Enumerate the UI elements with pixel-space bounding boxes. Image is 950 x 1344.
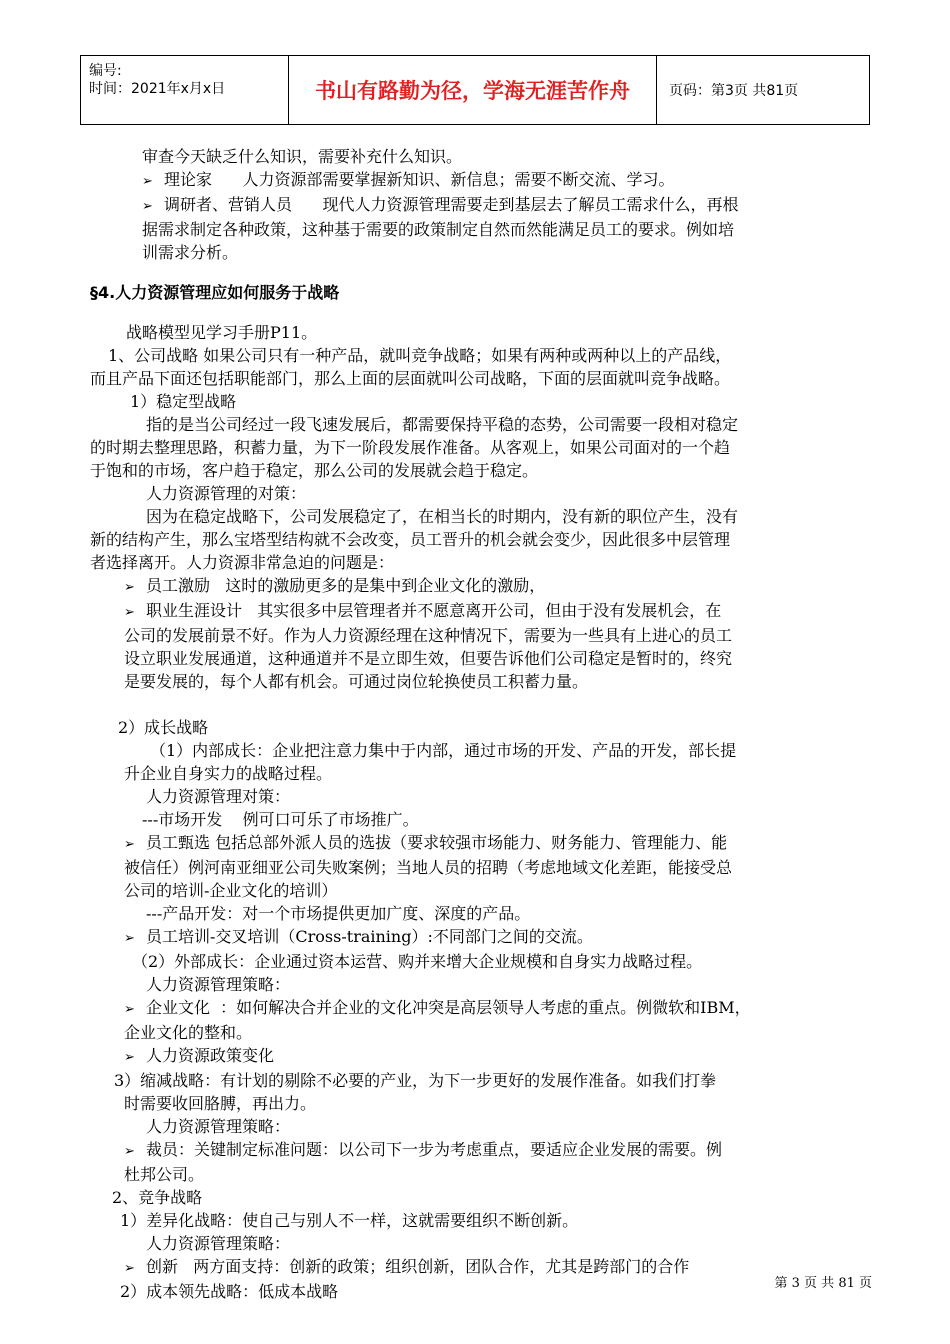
- text-line: ---市场开发 例可口可乐了市场推广。: [142, 810, 419, 829]
- bullet-item: ➢ 职业生涯设计 其实很多中层管理者并不愿意离开公司，但由于没有发展机会，在: [90, 599, 860, 624]
- text-line: 人力资源管理策略：: [146, 1234, 291, 1253]
- text-line: 1、公司战略 如果公司只有一种产品，就叫竞争战略；如果有两种或两种以上的产品线，: [108, 346, 732, 365]
- bullet-item: ➢ 理论家 人力资源部需要掌握新知识、新信息；需要不断交流、学习。: [90, 168, 860, 193]
- text-line: 审查今天缺乏什么知识，需要补充什么知识。: [142, 147, 463, 166]
- bullet-item: ➢ 员工激励 这时的激励更多的是集中到企业文化的激励，: [90, 574, 860, 599]
- arrow-bullet-icon: ➢: [142, 199, 153, 214]
- text-line: 1）差异化战略：使自己与别人不一样，这就需要组织不断创新。: [120, 1211, 579, 1230]
- header-motto: 书山有路勤为径，学海无涯苦作舟: [289, 56, 657, 124]
- document-body: [90, 145, 860, 1303]
- text-line: 人力资源管理对策：: [146, 787, 291, 806]
- bullet-item: ➢ 员工培训-交叉培训（Cross-training）:不同部门之间的交流。: [90, 925, 860, 950]
- section-heading: §4.人力资源管理应如何服务于战略: [90, 283, 340, 302]
- text-line: 设立职业发展通道，这种通道并不是立即生效，但要告诉他们公司稳定是暂时的，终究: [124, 649, 733, 668]
- text-line: （2）外部成长：企业通过资本运营、购并来增大企业规模和自身实力战略过程。: [132, 952, 703, 971]
- arrow-bullet-icon: ➢: [124, 837, 135, 852]
- bullet-item: ➢ 调研者、营销人员 现代人力资源管理需要走到基层去了解员工需求什么，再根: [90, 193, 860, 218]
- text-line: 时需要收回胳膊，再出力。: [124, 1094, 317, 1113]
- text-line: （1）内部成长：企业把注意力集中于内部，通过市场的开发、产品的开发，部长提: [150, 741, 737, 760]
- text-line: 战略模型见学习手册P11。: [126, 323, 318, 342]
- bullet-item: ➢ 员工甄选 包括总部外派人员的选拔（要求较强市场能力、财务能力、管理能力、能: [90, 831, 860, 856]
- page-header: [80, 55, 870, 125]
- text-line: 训需求分析。: [142, 243, 239, 262]
- text-line: 者选择离开。人力资源非常急迫的问题是：: [90, 553, 395, 572]
- arrow-bullet-icon: ➢: [124, 605, 135, 620]
- arrow-bullet-icon: ➢: [124, 1261, 135, 1276]
- arrow-bullet-icon: ➢: [124, 1050, 135, 1065]
- code-label: 编号:: [89, 63, 122, 79]
- bullet-item: ➢ 裁员：关键制定标准问题：以公司下一步为考虑重点，要适应企业发展的需要。例: [90, 1138, 860, 1163]
- text-line: 杜邦公司。: [124, 1165, 205, 1184]
- text-line: 指的是当公司经过一段飞速发展后，都需要保持平稳的态势，公司需要一段相对稳定: [146, 415, 739, 434]
- text-line: 人力资源管理的对策：: [146, 484, 307, 503]
- bullet-item: ➢ 创新 两方面支持：创新的政策；组织创新，团队合作，尤其是跨部门的合作: [90, 1255, 860, 1280]
- header-page-number: 页码：第3页 共81页: [669, 83, 799, 99]
- bullet-item: ➢ 人力资源政策变化: [90, 1044, 860, 1069]
- arrow-bullet-icon: ➢: [142, 174, 153, 189]
- text-line: 企业文化的整和。: [124, 1023, 253, 1042]
- text-line: 被信任）例河南亚细亚公司失败案例；当地人员的招聘（考虑地域文化差距，能接受总: [124, 858, 733, 877]
- text-line: 新的结构产生，那么宝塔型结构就不会改变，员工晋升的机会就会变少，因此很多中层管理: [90, 530, 731, 549]
- text-line: 2）成长战略: [118, 718, 209, 737]
- text-line: 2、竞争战略: [112, 1188, 203, 1207]
- arrow-bullet-icon: ➢: [124, 580, 135, 595]
- text-line: 公司的发展前景不好。作为人力资源经理在这种情况下，需要为一些具有上进心的员工: [124, 626, 733, 645]
- text-line: 人力资源管理策略：: [146, 975, 291, 994]
- page-footer: 第 3 页 共 81 页: [774, 1276, 872, 1291]
- text-line: 升企业自身实力的战略过程。: [124, 764, 333, 783]
- text-line: 2）成本领先战略：低成本战略: [120, 1282, 339, 1301]
- arrow-bullet-icon: ➢: [124, 1144, 135, 1159]
- time-label: 时间：2021年x月x日: [89, 81, 226, 97]
- text-line: 于饱和的市场，客户趋于稳定，那么公司的发展就会趋于稳定。: [90, 461, 539, 480]
- text-line: 的时期去整理思路，积蓄力量，为下一阶段发展作准备。从客观上，如果公司面对的一个趋: [90, 438, 731, 457]
- text-line: 人力资源管理策略：: [146, 1117, 291, 1136]
- text-line: 1）稳定型战略: [130, 392, 237, 411]
- arrow-bullet-icon: ➢: [124, 1002, 135, 1017]
- arrow-bullet-icon: ➢: [124, 931, 135, 946]
- text-line: 公司的培训-企业文化的培训）: [124, 881, 338, 900]
- header-meta: [81, 56, 289, 124]
- bullet-item: ➢ 企业文化 ：如何解决合并企业的文化冲突是高层领导人考虑的重点。例微软和IBM，: [90, 996, 860, 1021]
- text-line: ---产品开发：对一个市场提供更加广度、深度的产品。: [146, 904, 531, 923]
- text-line: 据需求制定各种政策，这种基于需要的政策制定自然而然能满足员工的要求。例如培: [142, 220, 735, 239]
- text-line: 因为在稳定战略下，公司发展稳定了，在相当长的时期内，没有新的职位产生，没有: [146, 507, 739, 526]
- text-line: 是要发展的，每个人都有机会。可通过岗位轮换使员工积蓄力量。: [124, 672, 589, 691]
- text-line: 而且产品下面还包括职能部门，那么上面的层面就叫公司战略，下面的层面就叫竞争战略。: [90, 369, 731, 388]
- text-line: 3）缩减战略：有计划的剔除不必要的产业，为下一步更好的发展作准备。如我们打拳: [114, 1071, 717, 1090]
